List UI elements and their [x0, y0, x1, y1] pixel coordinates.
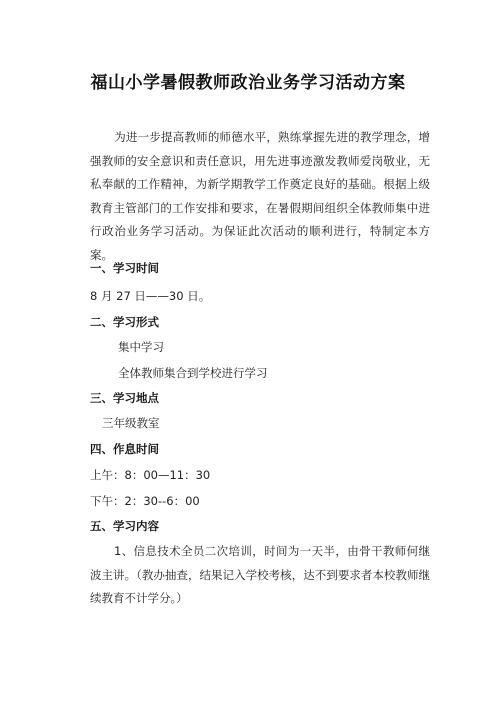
content-item-1 [90, 540, 430, 611]
format-line-2: 全体教师集合到学校进行学习 [118, 366, 268, 380]
intro-text: 为进一步提高教师的师德水平，熟练掌握先进的教学理念，增强教师的安全意识和责任意识，用先进事迹激发教师爱岗敬业，无私奉献的工作精神，为新学期教学工作奠定良好的基础。根据上级教育主管部门的工作安排和要求，在暑假期间组织全体教师集中进行政治业务学习活动。为保证此次活动的顺利进行，特制定本方案。 [90, 130, 430, 262]
study-location: 三年级教室 [102, 416, 160, 430]
section-heading-time: 一、学习时间 [90, 261, 159, 275]
section-heading-schedule: 四、作息时间 [90, 442, 159, 456]
study-dates: 8 月 27 日——30 日。 [90, 289, 211, 303]
intro-paragraph [90, 126, 430, 267]
section-heading-content: 五、学习内容 [90, 519, 159, 533]
content-item-1-text: 1、信息技术全员二次培训，时间为一天半，由骨干教师何继波主讲。（教办抽查，结果记入学校考核，达不到要求者本校教师继续教育不计学分。） [90, 544, 430, 605]
section-heading-location: 三、学习地点 [90, 391, 159, 405]
schedule-afternoon: 下午：2：30--6：00 [90, 494, 200, 508]
format-line-1: 集中学习 [118, 340, 164, 354]
document-title: 福山小学暑假教师政治业务学习活动方案 [90, 73, 406, 93]
schedule-morning: 上午：8：00—11：30 [90, 468, 211, 482]
section-heading-format: 二、学习形式 [90, 315, 159, 329]
